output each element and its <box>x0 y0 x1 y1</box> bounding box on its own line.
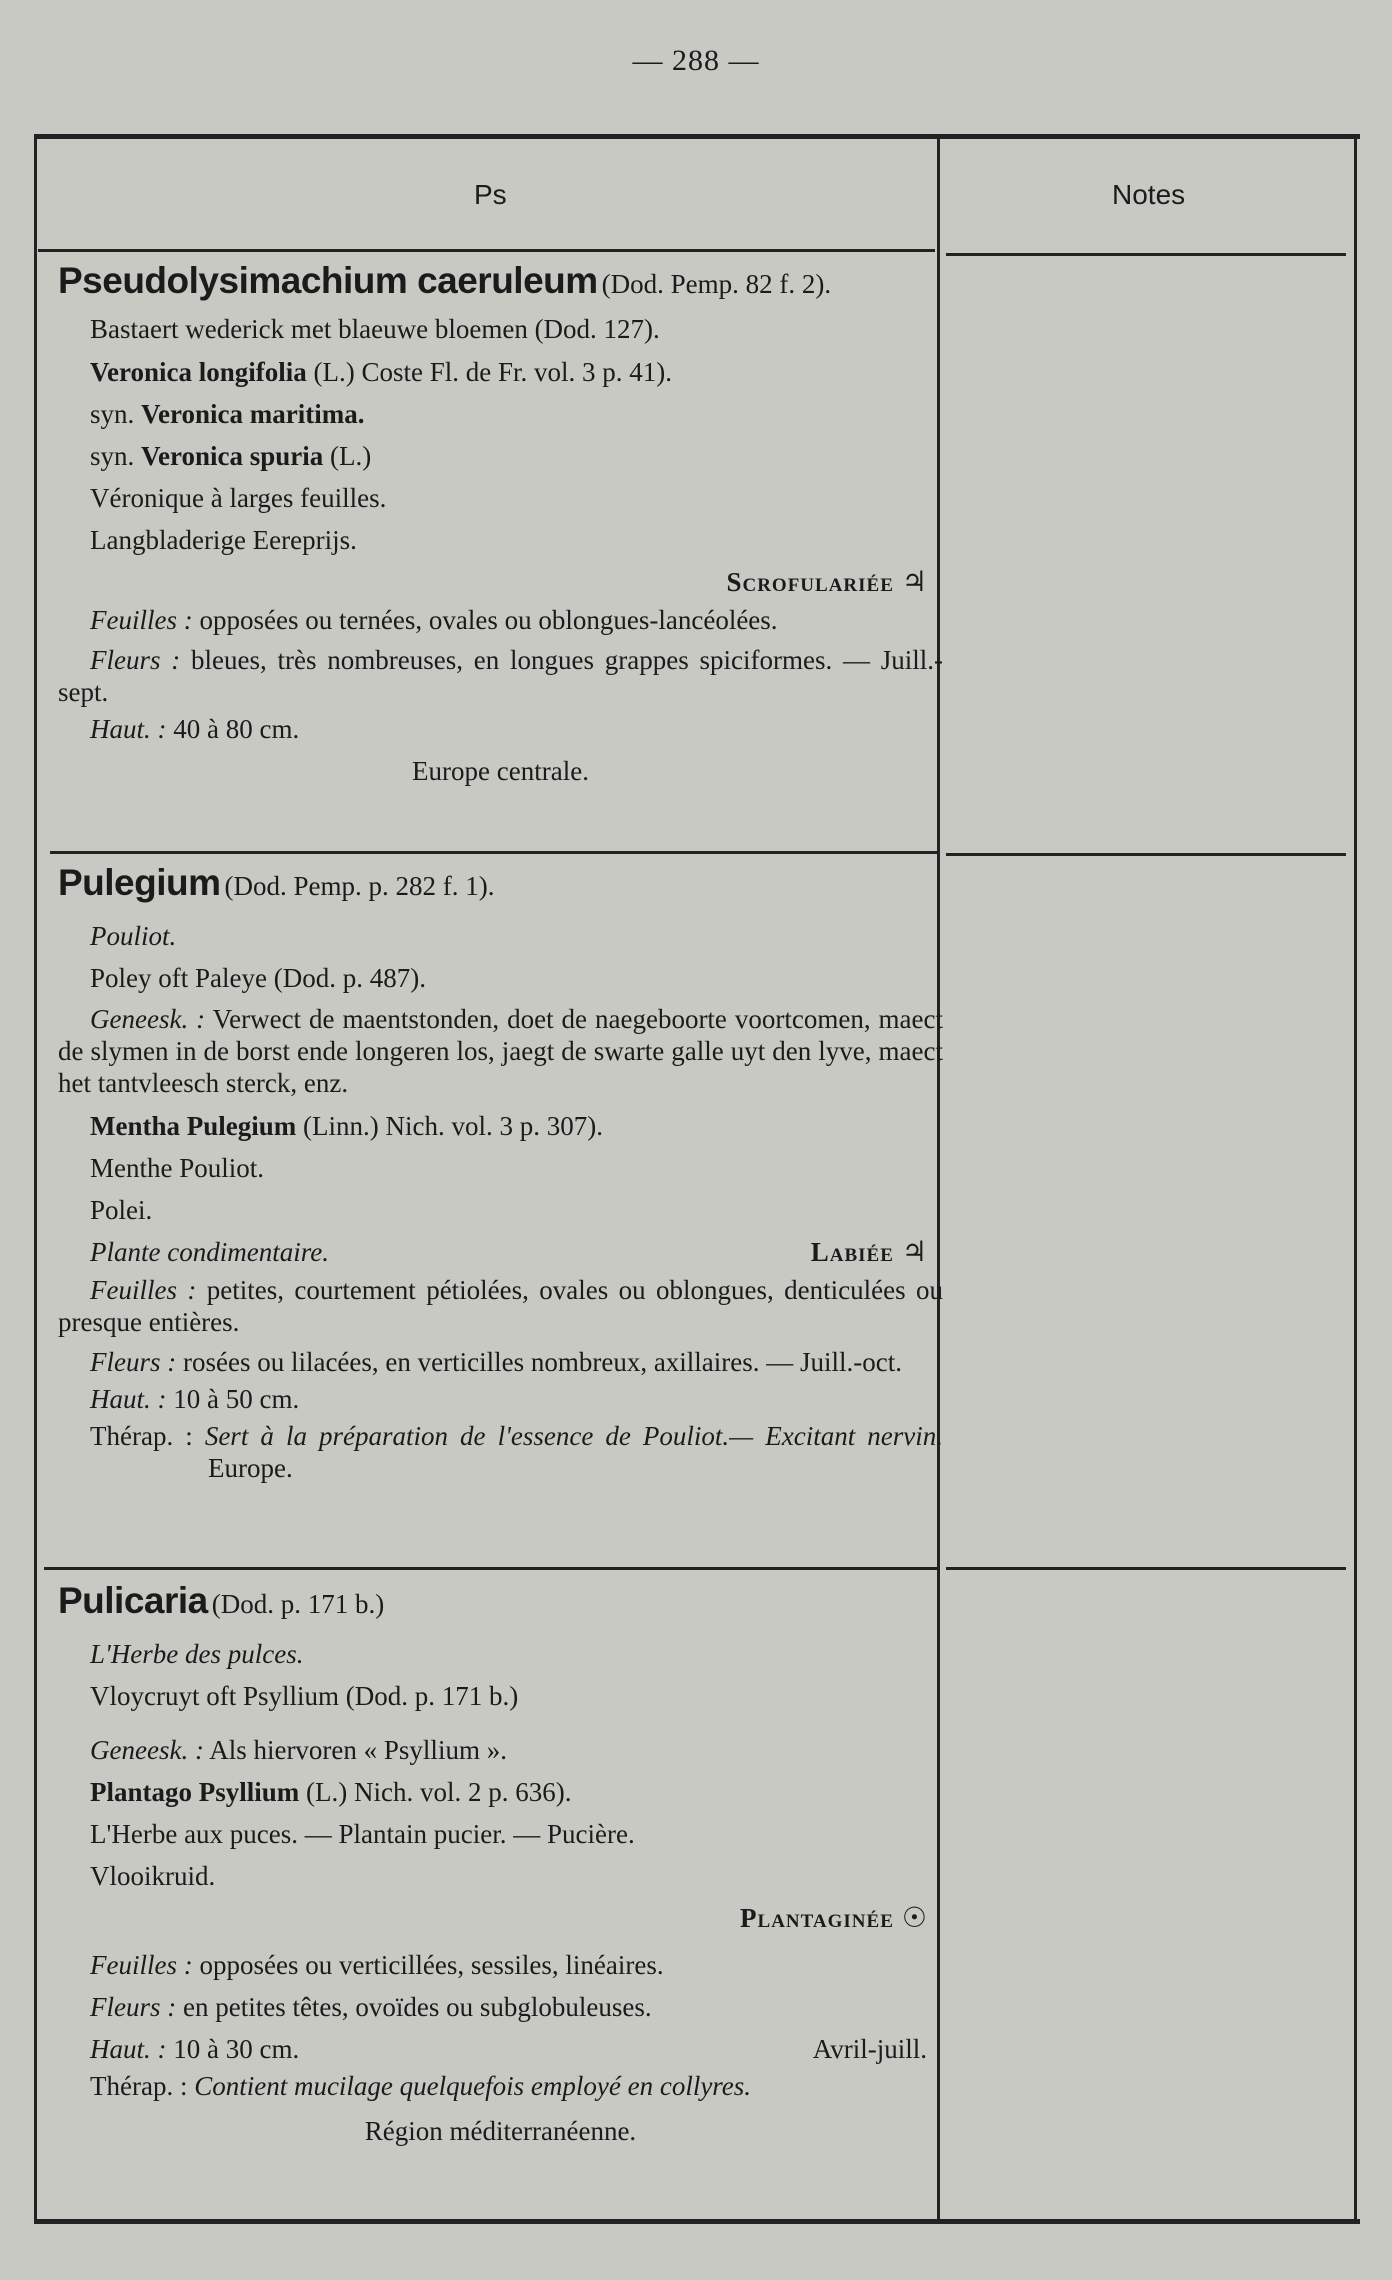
synonym-name: Veronica spuria <box>141 441 324 471</box>
latin-name: Veronica longifolia <box>90 357 307 387</box>
entry-title-ref: (Dod. p. 171 b.) <box>211 1589 385 1619</box>
synonym-ref: (L.) <box>330 441 372 471</box>
entry-title-line <box>58 859 943 915</box>
leaves-text: opposées ou ternées, ovales ou oblongues-lancéolées. <box>199 605 778 635</box>
latin-name: Plantago Psyllium <box>90 1777 300 1807</box>
leaves-label: Feuilles : <box>90 605 193 635</box>
entry-pulegium <box>58 859 943 1484</box>
french-name: Véronique à larges feuilles. <box>90 483 387 513</box>
synonym-line <box>58 1771 943 1813</box>
leaves-description <box>58 1274 943 1338</box>
latin-ref: (L.) Coste Fl. de Fr. vol. 3 p. 41). <box>313 357 673 387</box>
height-line <box>58 708 943 750</box>
leaves-label: Feuilles : <box>90 1275 197 1305</box>
leaves-label: Feuilles : <box>90 1950 193 1980</box>
synonym-line <box>58 435 943 477</box>
dodoens-name: Bastaert wederick met blaeuwe bloemen (Dod. 127). <box>90 314 660 344</box>
family-name: Scrofulariée <box>726 567 894 597</box>
dutch-name: Polei. <box>90 1195 153 1225</box>
height-value: 40 à 80 cm. <box>173 714 300 744</box>
geneesk-text: Als hiervoren « Psyllium ». <box>209 1735 507 1765</box>
entry-title: Pulegium <box>58 862 221 903</box>
height-value: 10 à 30 cm. <box>173 2034 300 2064</box>
height-label: Haut. : <box>90 2034 167 2064</box>
height-line <box>58 2028 943 2070</box>
entry-pulicaria <box>58 1577 943 2152</box>
geneesk-label: Geneesk. : <box>90 1004 206 1034</box>
herbal-table <box>34 134 1360 2224</box>
annual-icon: ☉ <box>901 1903 927 1934</box>
header-rule-left <box>38 249 935 252</box>
entry-title-line <box>58 257 943 313</box>
header-rule-right <box>946 253 1346 256</box>
synonym-line <box>58 1105 943 1147</box>
entry-title-ref: (Dod. Pemp. 82 f. 2). <box>601 269 832 299</box>
height-value: 10 à 50 cm. <box>173 1384 300 1414</box>
perennial-icon: ♃ <box>901 567 927 598</box>
flowers-label: Fleurs : <box>90 1347 177 1377</box>
usage-family-line <box>58 1231 943 1274</box>
entry-title: Pseudolysimachium caeruleum <box>58 260 598 301</box>
flowering-period: Avril-juill. <box>812 2034 927 2064</box>
dodoens-name: Vloycruyt oft Psyllium (Dod. p. 171 b.) <box>90 1681 519 1711</box>
column-header-ps: Ps <box>474 179 507 210</box>
therapy-note <box>58 1420 943 1484</box>
entry-rule-1-right <box>946 853 1346 856</box>
flowers-text: rosées ou lilacées, en verticilles nombreux, axillaires. — Juill.-oct. <box>182 1347 903 1377</box>
family-name: Labiée <box>810 1237 894 1267</box>
medicinal-note <box>58 1729 943 1771</box>
table-left-border <box>34 139 37 2219</box>
geneesk-label: Geneesk. : <box>90 1735 204 1765</box>
leaves-text: petites, courtement pétiolées, ovales ou oblongues, denticulées ou presque entières. <box>58 1275 944 1337</box>
column-header-notes: Notes <box>1112 179 1186 210</box>
entry-title: Pulicaria <box>58 1580 208 1621</box>
entry-rule-2-left <box>44 1567 939 1570</box>
leaves-description <box>58 604 943 636</box>
family-line <box>58 1897 943 1940</box>
table-right-border <box>1354 139 1357 2219</box>
family-name: Plantaginée <box>740 1903 894 1933</box>
syn-label: syn. <box>90 441 135 471</box>
leaves-description <box>58 1944 943 1986</box>
height-label: Haut. : <box>90 714 167 744</box>
flowers-label: Fleurs : <box>90 645 181 675</box>
synonym-name: Veronica maritima. <box>141 399 365 429</box>
dutch-name: Langbladerige Eereprijs. <box>90 525 357 555</box>
therapy-text: Sert à la préparation de l'essence de Pouliot.— Excitant nervin. <box>204 1421 944 1451</box>
entry-rule-1-left <box>50 851 939 854</box>
dutch-name: Vlooikruid. <box>90 1861 216 1891</box>
flowers-description <box>58 1986 943 2028</box>
syn-label: syn. <box>90 399 135 429</box>
flowers-description <box>58 1346 943 1378</box>
latin-ref: (L.) Nich. vol. 2 p. 636). <box>306 1777 572 1807</box>
synonym-line <box>58 393 943 435</box>
medicinal-note <box>58 1003 943 1099</box>
entry-pseudolysimachium <box>58 257 943 792</box>
height-line <box>58 1378 943 1420</box>
usage-text: Plante condimentaire. <box>90 1237 329 1267</box>
therapy-note <box>58 2070 943 2102</box>
therapy-label: Thérap. : <box>90 2071 188 2101</box>
flowers-label: Fleurs : <box>90 1992 177 2022</box>
entry-title-line <box>58 1577 943 1633</box>
entry-title-ref: (Dod. Pemp. p. 282 f. 1). <box>224 871 495 901</box>
french-name: Menthe Pouliot. <box>90 1153 264 1183</box>
perennial-icon: ♃ <box>901 1237 927 1268</box>
latin-ref: (Linn.) Nich. vol. 3 p. 307). <box>303 1111 603 1141</box>
flowers-text: bleues, très nombreuses, en longues grappes spiciformes. — Juill.-sept. <box>58 645 943 707</box>
region-line: Région méditerranéenne. <box>364 2116 637 2146</box>
latin-name: Mentha Pulegium <box>90 1111 297 1141</box>
flowers-text: en petites têtes, ovoïdes ou subglobuleuses. <box>182 1992 652 2022</box>
height-label: Haut. : <box>90 1384 167 1414</box>
french-name: L'Herbe aux puces. — Plantain pucier. — Pucière. <box>90 1819 635 1849</box>
region-text: Europe. <box>208 1453 293 1483</box>
leaves-text: opposées ou verticillées, sessiles, linéaires. <box>199 1950 664 1980</box>
flowers-description <box>58 644 943 708</box>
page-number: — 288 — <box>632 44 760 77</box>
synonym-line <box>58 351 943 393</box>
therapy-text: Contient mucilage quelquefois employé en collyres. <box>194 2071 752 2101</box>
therapy-label: Thérap. : <box>90 1421 193 1451</box>
french-name: L'Herbe des pulces. <box>90 1639 304 1669</box>
dodoens-name: Poley oft Paleye (Dod. p. 487). <box>90 963 426 993</box>
family-line <box>58 561 943 604</box>
geneesk-text: Verwect de maentstonden, doet de naegeboorte voortcomen, maect de slymen in de borst ende longeren los, jaegt de swarte galle uyt den lyve, maect het tantvleesch sterck, enz. <box>58 1004 943 1098</box>
french-name: Pouliot. <box>90 921 177 951</box>
entry-rule-2-right <box>946 1567 1346 1570</box>
region-line: Europe centrale. <box>412 756 589 786</box>
